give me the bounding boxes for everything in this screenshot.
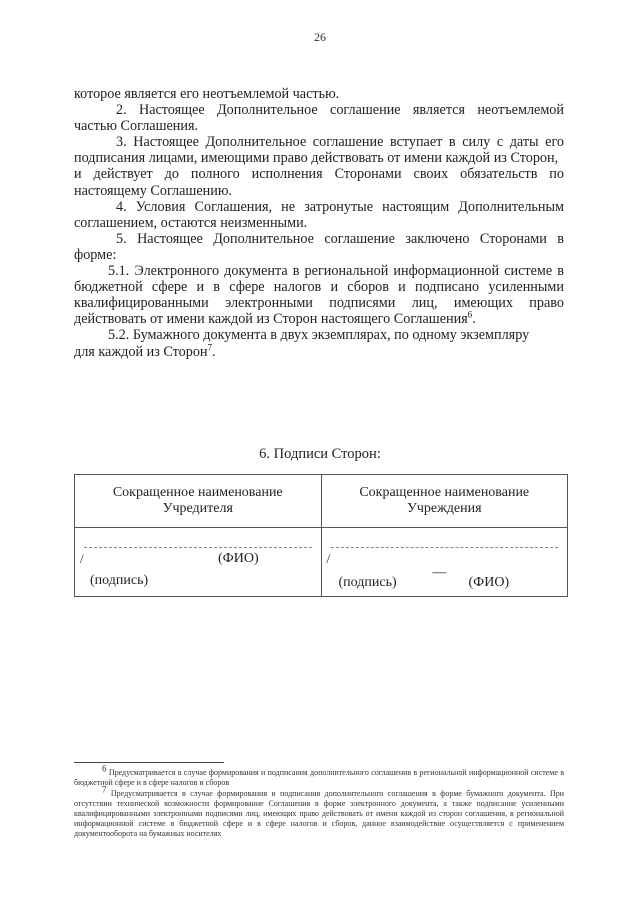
founder-signature-block xyxy=(76,529,320,595)
agreement-body xyxy=(74,86,564,360)
paragraph-continuation: которое является его неотъемлемой частью. xyxy=(74,86,340,102)
founder-slash: / xyxy=(80,551,84,566)
paragraph-5-2-end: . xyxy=(212,343,216,360)
founder-name-cell: Сокращенное наименование Учредителя xyxy=(75,475,322,528)
institution-dash: — xyxy=(432,565,447,580)
footnote-divider xyxy=(74,762,224,763)
footnotes xyxy=(74,763,565,840)
signature-header-row xyxy=(75,475,568,528)
footnote-6-mark: 6 xyxy=(102,763,107,774)
institution-fio-label: (ФИО) xyxy=(468,575,510,590)
paragraph-5-2: 5.2. Бумажного документа в двух экземплярах, по одному экземпляру xyxy=(108,327,530,344)
paragraph-3: 3. Настоящее Дополнительное соглашение вступает в силу с даты его подписания лицами, имеющими право действовать от имени каждой из Сторон, xyxy=(74,134,564,167)
footnote-7-mark: 7 xyxy=(102,784,107,795)
paragraph-5-1-end: . xyxy=(472,311,476,328)
founder-signature-cell xyxy=(75,528,322,597)
founder-fio-label: (ФИО) xyxy=(218,551,259,566)
paragraph-4: 4. Условия Соглашения, не затронутые настоящим Дополнительным соглашением, остаются неизменными. xyxy=(74,198,564,231)
footnote-6-text: Предусматривается в случае формирования и подписания дополнительного соглашения в региональной информационной системе в бюджетной сфере и в сфере налогов и сборов xyxy=(74,768,565,787)
institution-signature-line xyxy=(331,547,559,548)
founder-signature-label: (подпись) xyxy=(90,573,149,588)
paragraph-5-1-text: 5.1. Электронного документа в региональной информационной системе в бюджетной сфере и в сфере налогов и сборов и подписано усиленными квалифицированными электронными подписями лиц, имеющих право действовать от имени каждой из Сторон настоящего Соглашения xyxy=(74,263,564,328)
institution-signature-cell xyxy=(321,528,568,597)
paragraph-3-continuation: и действует до полного исполнения Сторонами своих обязательств по настоящему Соглашению. xyxy=(74,166,564,199)
institution-slash: / xyxy=(326,551,331,566)
section-title: 6. Подписи Сторон: xyxy=(259,446,381,462)
page-number: 26 xyxy=(314,30,326,44)
paragraph-2: 2. Настоящее Дополнительное соглашение является неотъемлемой частью Соглашения. xyxy=(74,102,564,135)
footnote-ref-6: 6 xyxy=(467,309,473,320)
institution-signature-label: (подпись) xyxy=(338,575,397,590)
signature-row xyxy=(75,528,568,597)
institution-signature-block xyxy=(323,529,567,595)
institution-name-cell: Сокращенное наименование Учреждения xyxy=(321,475,568,528)
paragraph-5-2-continuation xyxy=(74,341,564,360)
signature-table xyxy=(74,474,568,597)
footnote-6 xyxy=(74,763,565,788)
footnote-7 xyxy=(74,784,565,839)
paragraph-5-1 xyxy=(74,263,564,327)
paragraph-5: 5. Настоящее Дополнительное соглашение заключено Сторонами в форме: xyxy=(74,230,564,263)
footnote-ref-7: 7 xyxy=(207,341,213,352)
paragraph-5-2-text: для каждой из Сторон xyxy=(74,343,208,360)
founder-signature-line xyxy=(84,547,312,548)
footnote-7-text: Предусматривается в случае формирования и подписания дополнительного соглашения в форме бумажного документа. При отсутствии технической возможности формирование Соглашения в форме электронного документа, а также подписание усиленными квалифицированными электронными подписями лиц, имеющих право действовать от имени каждой из сторон соглашения, в региональной информационной системе в бюджетной сфере и в сфере налогов и сборов, данное взаимодействие осуществляется с применением документооборота на бумажных носителях xyxy=(74,789,565,838)
